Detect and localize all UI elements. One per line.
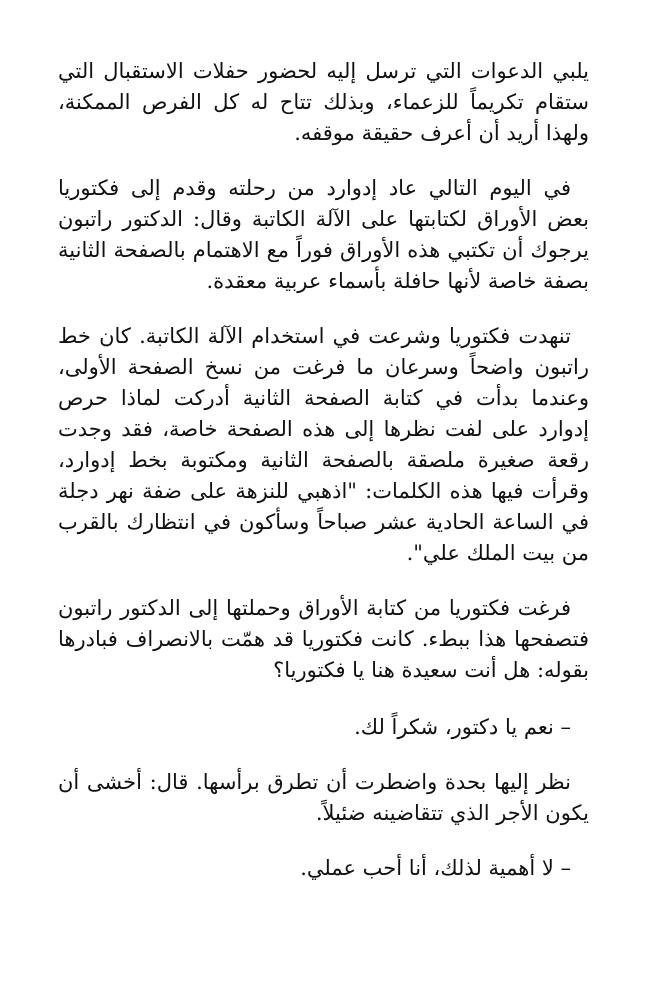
paragraph-3: تنهدت فكتوريا وشرعت في استخدام الآلة الكاتبة. كان خط راتبون واضحاً وسرعان ما فرغت من نسخ الصفحة الأولى، وعندما بدأت في كتابة الصفحة الثانية أدركت لماذا حرص إدوارد على لفت نظرها إلى هذه الصفحة خاصة، فقد وجدت رقعة صغيرة ملصقة بالصفحة الثانية ومكتوبة بخط إدوارد، وقرأت فيها هذه الكلمات: "اذهبي للنزهة على ضفة نهر دجلة في الساعة الحادية عشر صباحاً وسأكون في انتظارك بالقرب من بيت الملك علي". — [58, 324, 589, 565]
dialogue-line-1: – نعم يا دكتور، شكراً لك. — [354, 715, 571, 739]
paragraph-2: في اليوم التالي عاد إدوارد من رحلته وقدم إلى فكتوريا بعض الأوراق لكتابتها على الآلة الكاتبة وقال: الدكتور راتبون يرجوك أن تكتبي هذه الأوراق فوراً مع الاهتمام بالصفحة الثانية بصفة خاصة لأنها حافلة بأسماء عربية معقدة. — [58, 176, 589, 293]
paragraph-4: فرغت فكتوريا من كتابة الأوراق وحملتها إلى الدكتور راتبون فتصفحها هذا ببطء. كانت فكتوريا قد همّت بالانصراف فبادرها بقوله: هل أنت سعيدة هنا يا فكتوريا؟ — [58, 596, 589, 682]
paragraph-5: نظر إليها بحدة واضطرت أن تطرق برأسها. قال: أخشى أن يكون الأجر الذي تتقاضينه ضئيلاً. — [58, 770, 589, 825]
paragraph-1: يلبي الدعوات التي ترسل إليه لحضور حفلات الاستقبال التي ستقام تكريماً للزعماء، وبذلك تتاح له كل الفرص الممكنة، ولهذا أريد أن أعرف حقيقة موقفه. — [58, 59, 589, 145]
dialogue-line-2: – لا أهمية لذلك، أنا أحب عملي. — [300, 856, 571, 880]
